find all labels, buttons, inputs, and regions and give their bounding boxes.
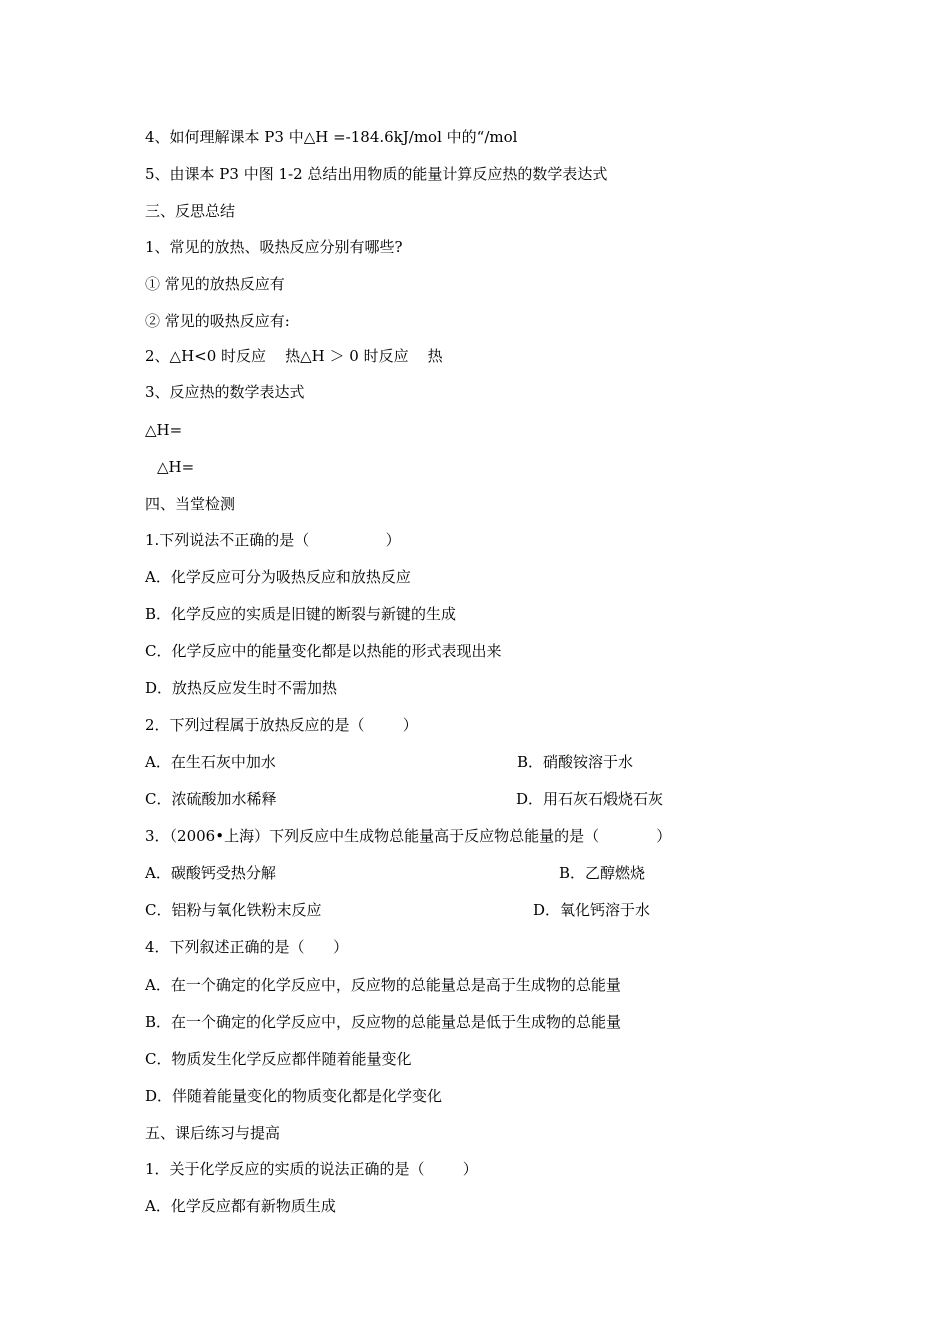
reflection-item-3: 3、反应热的数学表达式 [145,383,305,401]
check-q3-option-d: D．氧化钙溶于水 [533,901,651,919]
check-q4-option-d: D．伴随着能量变化的物质变化都是化学变化 [145,1087,443,1105]
check-q1-option-b: B．化学反应的实质是旧键的断裂与新键的生成 [145,605,457,623]
question-4-text: 4、如何理解课本 P3 中△H =-184.6kJ/mol 中的“/mol [145,128,518,146]
check-q4-option-a: A．在一个确定的化学反应中，反应物的总能量总是高于生成物的总能量 [145,976,621,994]
formula-line-1: △H= [145,421,183,439]
question-5-text: 5、由课本 P3 中图 1-2 总结出用物质的能量计算反应热的数学表达式 [145,165,608,183]
check-q4-option-b: B．在一个确定的化学反应中，反应物的总能量总是低于生成物的总能量 [145,1013,622,1031]
check-q1-option-d: D．放热反应发生时不需加热 [145,679,338,697]
check-q2-option-c: C．浓硫酸加水稀释 [145,790,277,808]
section-heading-homework: 五、课后练习与提高 [145,1124,281,1142]
check-q2-option-d: D．用石灰石煅烧石灰 [516,790,664,808]
homework-q1-option-a: A．化学反应都有新物质生成 [145,1197,336,1215]
check-q3-option-b: B．乙醇燃烧 [559,864,646,882]
check-q3-option-c: C．铝粉与氧化铁粉末反应 [145,901,322,919]
check-q2-option-a: A．在生石灰中加水 [145,753,276,771]
section-heading-check: 四、当堂检测 [145,495,236,513]
check-q2-option-b: B．硝酸铵溶于水 [517,753,634,771]
check-question-4: 4．下列叙述正确的是（ ） [145,938,349,956]
check-q4-option-c: C．物质发生化学反应都伴随着能量变化 [145,1050,412,1068]
reflection-subitem-endothermic: ② 常见的吸热反应有: [145,312,290,330]
check-question-2: 2．下列过程属于放热反应的是（ ） [145,716,418,734]
check-q1-option-a: A．化学反应可分为吸热反应和放热反应 [145,568,411,586]
homework-question-1: 1．关于化学反应的实质的说法正确的是（ ） [145,1160,478,1178]
reflection-item-2: 2、△H<0 时反应 热△H ＞ 0 时反应 热 [145,347,443,365]
check-q3-option-a: A．碳酸钙受热分解 [145,864,276,882]
check-question-1: 1.下列说法不正确的是（ ） [145,531,401,549]
formula-line-2: △H= [157,458,195,476]
reflection-subitem-exothermic: ① 常见的放热反应有 [145,275,285,293]
check-q1-option-c: C．化学反应中的能量变化都是以热能的形式表现出来 [145,642,502,660]
check-question-3: 3．（2006•上海）下列反应中生成物总能量高于反应物总能量的是（ ） [145,827,672,845]
section-heading-reflection: 三、反思总结 [145,202,236,220]
reflection-item-1: 1、常见的放热、吸热反应分别有哪些? [145,238,403,256]
